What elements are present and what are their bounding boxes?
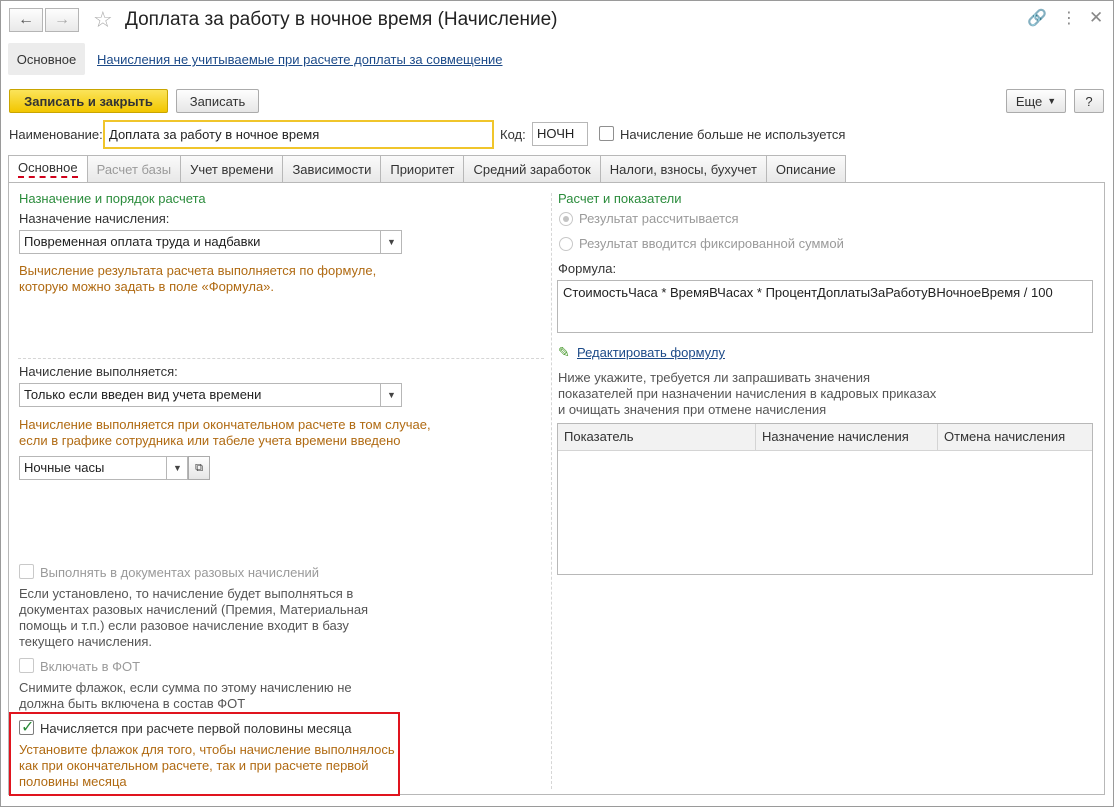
indicators-hint-line-3: и очищать значения при отмене начисления (558, 402, 827, 417)
tab-taxes[interactable]: Налоги, взносы, бухучет (601, 155, 767, 183)
tab-description[interactable]: Описание (767, 155, 846, 183)
formula-label: Формула: (558, 261, 617, 276)
dropdown-arrow-icon[interactable]: ▼ (380, 383, 402, 407)
column-divider (551, 193, 552, 789)
tab-main-label: Основное (18, 160, 78, 178)
column-cancellation[interactable]: Отмена начисления (944, 429, 1066, 444)
right-group-title: Расчет и показатели (558, 191, 682, 206)
one-time-hint-line-3: помощь и т.п.) если разовое начисление входит в базу (19, 618, 349, 633)
dropdown-arrow-icon[interactable]: ▼ (166, 456, 188, 480)
help-button[interactable]: ? (1074, 89, 1104, 113)
purpose-hint (19, 263, 376, 295)
more-vertical-icon[interactable]: ⋮ (1061, 10, 1077, 27)
indicators-hint (558, 370, 936, 418)
back-button[interactable] (9, 8, 43, 32)
one-time-hint-line-1: Если установлено, то начисление будет выполняться в (19, 586, 354, 601)
one-time-checkbox[interactable] (19, 564, 34, 579)
nav-main-tab[interactable]: Основное (8, 43, 85, 75)
first-half-hint-line-2: как при окончательном расчете, так и при расчете первой (19, 758, 369, 773)
one-time-label: Выполнять в документах разовых начислений (40, 565, 320, 580)
arrow-right-icon: → (54, 11, 70, 28)
purpose-hint-line-1: Вычисление результата расчета выполняется по формуле, (19, 263, 377, 278)
radio-fixed-label: Результат вводится фиксированной суммой (579, 236, 844, 251)
purpose-select[interactable] (19, 230, 402, 254)
left-group-title: Назначение и порядок расчета (19, 191, 206, 206)
tab-time-accounting[interactable]: Учет времени (181, 155, 283, 183)
tab-bar (8, 155, 846, 183)
indicators-table[interactable] (557, 423, 1093, 575)
dropdown-arrow-icon[interactable]: ▼ (380, 230, 402, 254)
arrow-left-icon: ← (18, 11, 34, 28)
tab-average-earnings[interactable]: Средний заработок (464, 155, 600, 183)
name-label: Наименование: (9, 127, 103, 142)
fot-checkbox[interactable] (19, 658, 34, 673)
first-half-checkbox[interactable] (19, 720, 34, 735)
time-type-select[interactable] (19, 456, 188, 480)
first-half-hint (19, 742, 395, 790)
tab-main[interactable] (8, 155, 88, 183)
close-icon[interactable]: ✕ (1089, 8, 1104, 27)
indicators-hint-line-2: показателей при назначении начисления в кадровых приказах (558, 386, 937, 401)
name-field[interactable]: Доплата за работу в ночное время (103, 120, 494, 149)
table-header (558, 424, 1092, 451)
save-and-close-button[interactable]: Записать и закрыть (9, 89, 168, 113)
section-divider (18, 358, 544, 359)
indicators-hint-line-1: Ниже укажите, требуется ли запрашивать значения (558, 370, 871, 385)
fot-hint (19, 680, 352, 712)
link-icon[interactable]: 🔗 (1027, 10, 1047, 27)
execution-label: Начисление выполняется: (19, 364, 178, 379)
column-assignment[interactable]: Назначение начисления (756, 424, 938, 450)
tab-base-calculation[interactable]: Расчет базы (88, 155, 182, 183)
tab-priority[interactable]: Приоритет (381, 155, 464, 183)
purpose-hint-line-2: которую можно задать в поле «Формула». (19, 279, 275, 294)
execution-value: Только если введен вид учета времени (24, 387, 262, 402)
radio-selected-dot (563, 216, 569, 222)
first-half-hint-line-3: половины месяца (19, 774, 127, 789)
radio-calculated-label: Результат рассчитывается (579, 211, 739, 226)
first-half-label: Начисляется при расчете первой половины месяца (40, 721, 352, 736)
fot-hint-line-2: должна быть включена в состав ФОТ (19, 696, 246, 711)
checkmark-icon: ✓ (21, 719, 35, 736)
formula-field[interactable]: СтоимостьЧаса * ВремяВЧасах * ПроцентДоплатыЗаРаботуВНочноеВремя / 100 (557, 280, 1093, 333)
one-time-hint-line-4: текущего начисления. (19, 634, 153, 649)
time-type-value: Ночные часы (24, 460, 105, 475)
forward-button[interactable] (45, 8, 79, 32)
radio-calculated[interactable] (559, 212, 573, 226)
first-half-hint-line-1: Установите флажок для того, чтобы начисление выполнялось (19, 742, 395, 757)
column-indicator[interactable]: Показатель (558, 424, 756, 450)
chevron-down-icon: ▼ (1047, 96, 1057, 106)
open-icon[interactable]: ⧉ (188, 456, 210, 480)
execution-hint-line-2: если в графике сотрудника или табеле учета времени введено (19, 433, 401, 448)
tab-dependencies[interactable]: Зависимости (283, 155, 381, 183)
window-title: Доплата за работу в ночное время (Начисление) (125, 9, 558, 30)
execution-select[interactable] (19, 383, 402, 407)
purpose-value: Повременная оплата труда и надбавки (24, 234, 261, 249)
edit-formula-link[interactable]: Редактировать формулу (577, 345, 725, 360)
save-button[interactable]: Записать (176, 89, 259, 113)
fot-hint-line-1: Снимите флажок, если сумма по этому начислению не (19, 680, 352, 695)
excluded-accruals-link[interactable]: Начисления не учитываемые при расчете доплаты за совмещение (97, 52, 503, 67)
favorite-star-icon[interactable]: ☆ (93, 7, 113, 32)
more-button[interactable] (1006, 89, 1066, 113)
one-time-hint (19, 586, 368, 650)
radio-fixed[interactable] (559, 237, 573, 251)
more-label: Еще (1015, 93, 1043, 109)
execution-hint-line-1: Начисление выполняется при окончательном расчете в том случае, (19, 417, 431, 432)
code-field[interactable]: НОЧН (532, 122, 588, 146)
code-label: Код: (500, 127, 526, 142)
fot-label: Включать в ФОТ (40, 659, 141, 674)
execution-hint (19, 417, 431, 449)
purpose-label: Назначение начисления: (19, 211, 170, 226)
unused-label: Начисление больше не используется (620, 127, 846, 142)
one-time-hint-line-2: документах разовых начислений (Премия, Материальная (19, 602, 369, 617)
pencil-icon: ✎ (558, 344, 570, 360)
unused-checkbox[interactable] (599, 126, 614, 141)
